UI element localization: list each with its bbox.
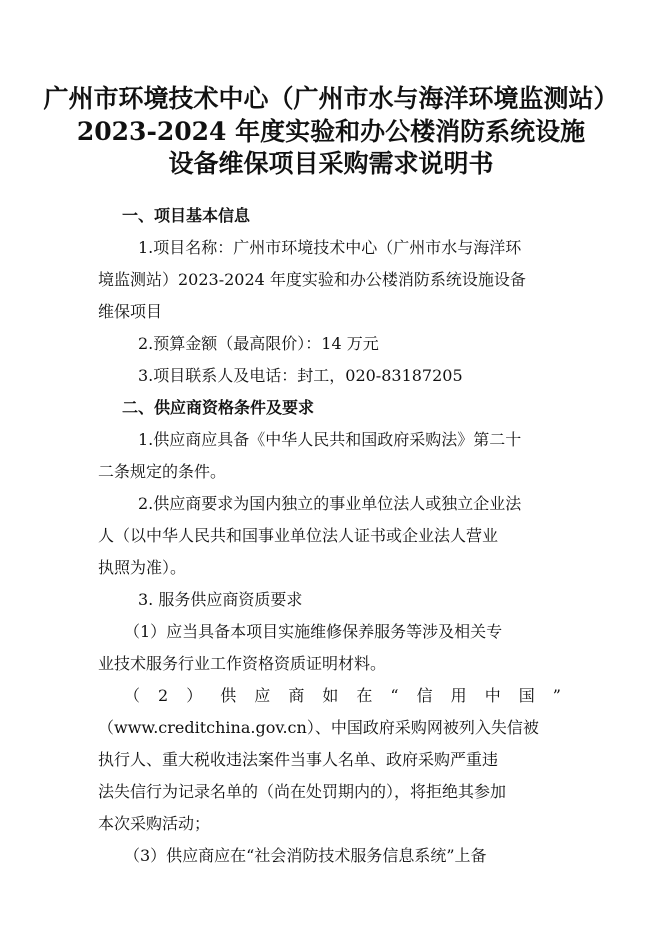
sub-requirement-3-line-1: （3）供应商应在“社会消防技术服务信息系统”上备 <box>124 846 487 865</box>
char: 如 <box>322 686 339 705</box>
project-name-line-1: 1.项目名称：广州市环境技术中心（广州市水与海洋环 <box>138 238 522 257</box>
char: 2 <box>158 686 169 705</box>
project-name-line-3: 维保项目 <box>98 302 163 321</box>
char: ” <box>552 686 561 705</box>
sub-requirement-2-line-4: 法失信行为记录名单的（尚在处罚期内的），将拒绝其参加 <box>98 782 507 801</box>
document-title-line-2: 2023-2024 年度实验和办公楼消防系统设施 <box>76 117 586 146</box>
char: 应 <box>254 686 271 705</box>
sub-requirement-1-line-1: （1）应当具备本项目实施维修保养服务等涉及相关专 <box>124 622 503 641</box>
sub-requirement-2-line-3: 执行人、重大税收违法案件当事人名单、政府采购严重违 <box>98 750 499 769</box>
budget-amount: 2.预算金额（最高限价）：14 万元 <box>138 334 379 353</box>
sub-requirement-2-line-2: （www.creditchina.gov.cn）、中国政府采购网被列入失信被 <box>98 718 539 737</box>
project-contact: 3.项目联系人及电话：封工，020-83187205 <box>138 366 463 385</box>
requirement-1-line-2: 二条规定的条件。 <box>98 462 227 481</box>
requirement-3-heading: 3. 服务供应商资质要求 <box>138 590 303 609</box>
sub-requirement-2-line-1 <box>124 686 561 706</box>
sub-requirement-1-line-2: 业技术服务行业工作资格资质证明材料。 <box>98 654 387 673</box>
sub-requirement-2-line-5: 本次采购活动； <box>98 814 211 833</box>
char: 国 <box>518 686 535 705</box>
requirement-2-line-2: 人（以中华人民共和国事业单位法人证书或企业法人营业 <box>98 526 499 545</box>
requirement-2-line-3: 执照为准）。 <box>98 558 187 577</box>
section-2-heading: 二、供应商资格条件及要求 <box>122 398 315 417</box>
char: 在 <box>356 686 373 705</box>
document-title-line-1: 广州市环境技术中心（广州市水与海洋环境监测站） <box>43 84 619 113</box>
document-title-line-3: 设备维保项目采购需求说明书 <box>168 149 494 178</box>
char: （ <box>124 686 141 705</box>
requirement-2-line-1: 2.供应商要求为国内独立的事业单位法人或独立企业法 <box>138 494 522 513</box>
section-1-heading: 一、项目基本信息 <box>122 206 251 225</box>
char: ） <box>186 686 203 705</box>
project-name-line-2: 境监测站）2023-2024 年度实验和办公楼消防系统设施设备 <box>98 270 526 289</box>
char: 中 <box>484 686 501 705</box>
char: “ <box>390 686 399 705</box>
char: 供 <box>220 686 237 705</box>
char: 信 <box>416 686 433 705</box>
requirement-1-line-1: 1.供应商应具备《中华人民共和国政府采购法》第二十 <box>138 430 522 449</box>
char: 商 <box>288 686 305 705</box>
char: 用 <box>450 686 467 705</box>
